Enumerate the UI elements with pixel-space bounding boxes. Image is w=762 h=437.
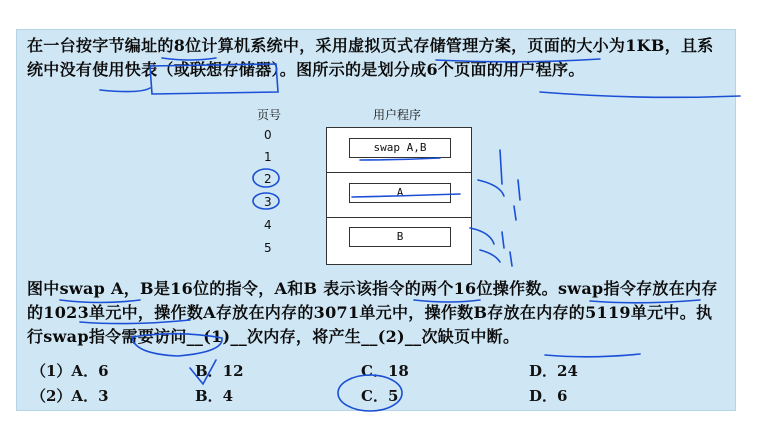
question-detail: 图中swap A，B是16位的指令，A和B 表示该指令的两个16位操作数。swap指令存放在内存的1023单元中，操作数A存放在内存的3071单元中，操作数B存放在内存的5119单元中。执行swap指令需要访问__(1)__次内存，将产生__(2)__次缺页中断。 (27, 279, 718, 346)
page-number-4: 4 (264, 218, 272, 232)
question-intro: 在一台按字节编址的8位计算机系统中，采用虚拟页式存储管理方案，页面的大小为1KB，且系统中没有使用快表（或联想存储器）。图所示的是划分成6个页面的用户程序。 (27, 36, 714, 79)
q1-option-b: B．12 (195, 362, 244, 380)
page-number-2: 2 (264, 172, 272, 186)
swap-instruction-box: swap A,B (349, 138, 451, 158)
page-divider (327, 172, 471, 173)
page-number-0: 0 (264, 128, 272, 142)
operand-a-box: A (349, 183, 451, 203)
user-program-header: 用户程序 (373, 108, 422, 122)
page-number-5: 5 (264, 241, 272, 255)
q2-option-b: B．4 (195, 387, 234, 405)
q2-option-c: C．5 (361, 387, 399, 405)
q1-option-a: （1）A．6 (31, 362, 109, 380)
question-panel (16, 29, 736, 411)
q1-option-d: D．24 (529, 362, 578, 380)
page-number-1: 1 (264, 150, 272, 164)
page-divider (327, 217, 471, 218)
operand-b-box: B (349, 227, 451, 247)
user-program-diagram (326, 127, 472, 265)
page-number-header: 页号 (257, 108, 282, 122)
page-number-3: 3 (264, 195, 272, 209)
q2-option-a: （2）A．3 (31, 387, 109, 405)
q2-option-d: D．6 (529, 387, 568, 405)
q1-option-c: C．18 (361, 362, 409, 380)
